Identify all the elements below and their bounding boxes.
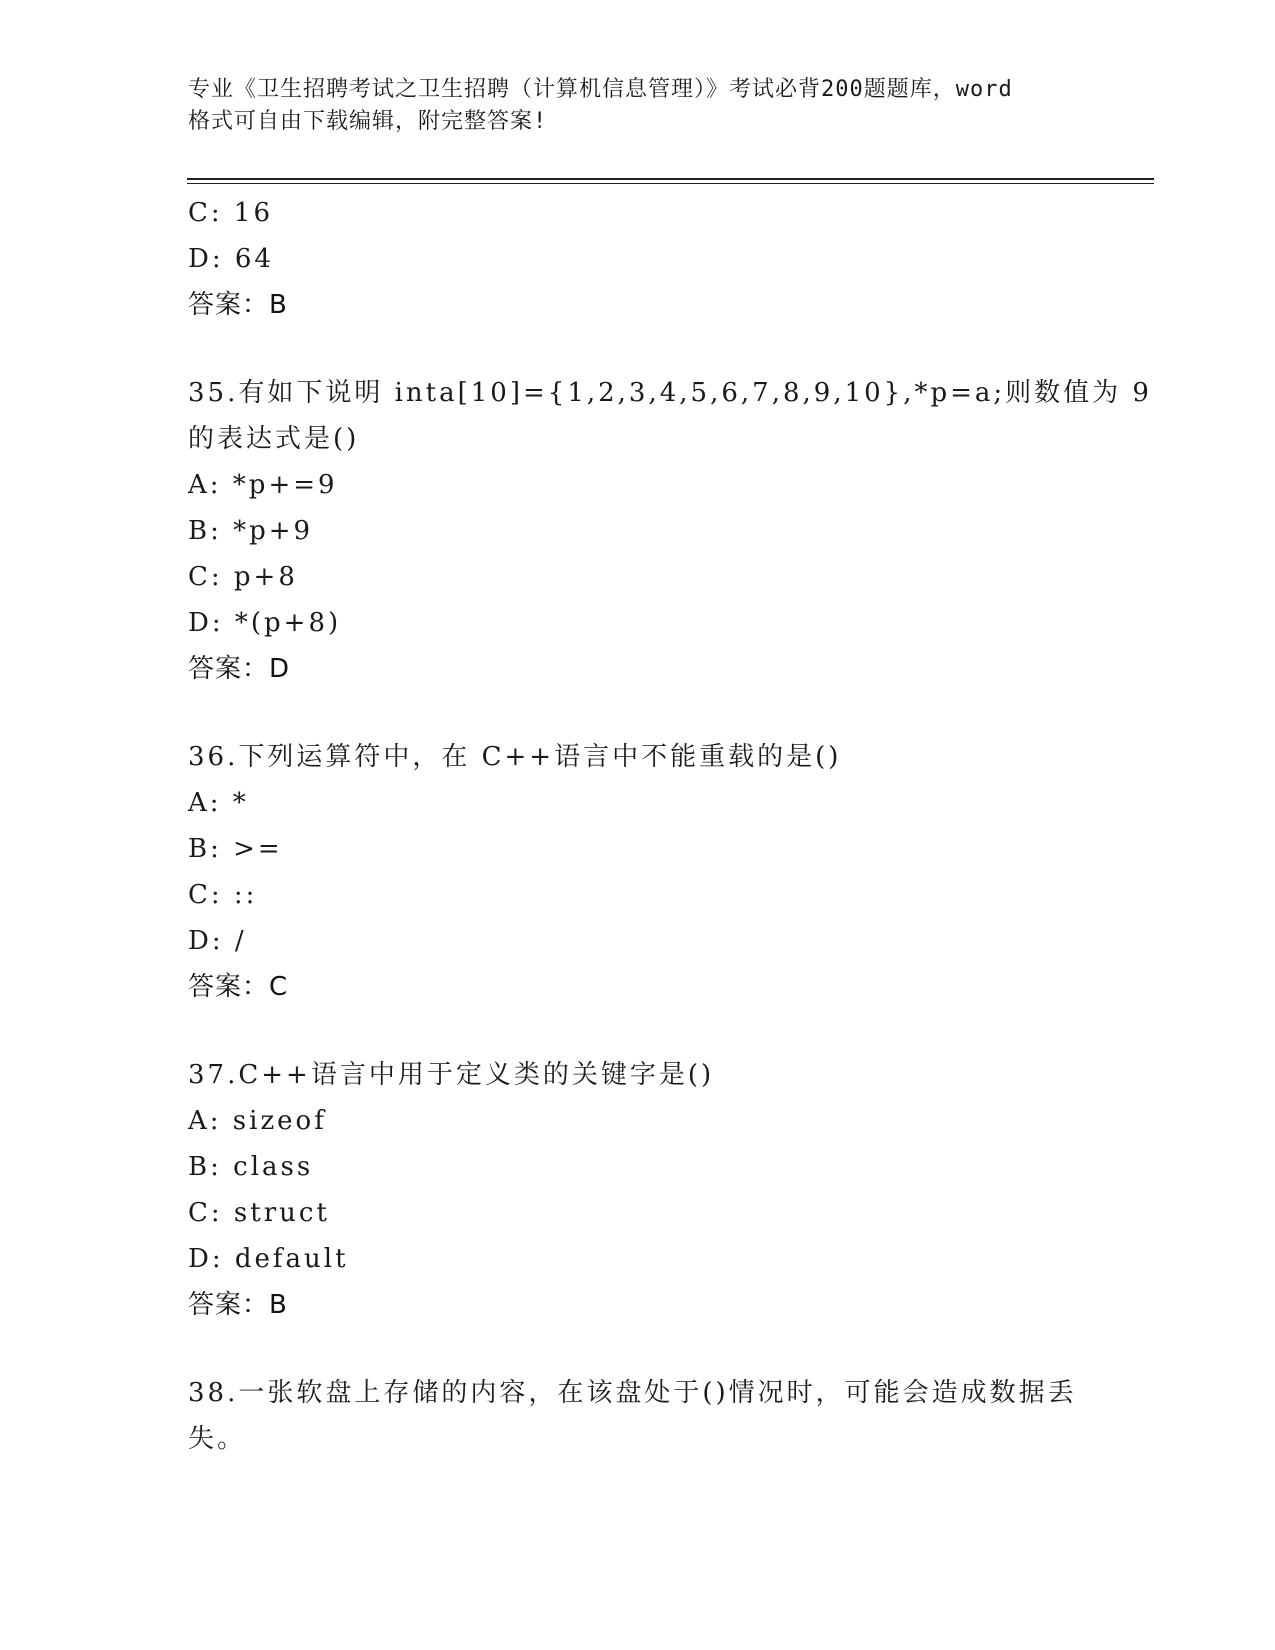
option-d: D: / [188,926,247,956]
document-header [188,74,1088,138]
question-stem: 36.下列运算符中，在 C++语言中不能重载的是() [188,742,842,772]
option-d: D: default [188,1244,349,1274]
option-b: B: >= [188,834,283,864]
header-line-1: 专业《卫生招聘考试之卫生招聘（计算机信息管理）》考试必背200题题库，word [188,77,1013,102]
option-c: C: struct [188,1198,330,1228]
answer-line: 答案：D [188,654,291,684]
header-divider [187,178,1154,180]
answer-line: 答案：B [188,1290,288,1320]
question-stem-continued: 失。 [188,1424,247,1454]
question-34-continuation [188,190,1088,328]
question-stem: 35.有如下说明 inta[10]={1,2,3,4,5,6,7,8,9,10},*p=a;则数值为 9 [188,378,1152,408]
question-35 [188,370,1152,692]
header-line-2: 格式可自由下载编辑，附完整答案! [188,109,548,134]
question-list [188,190,1152,1462]
option-d: D: 64 [188,244,274,274]
option-a: A: sizeof [188,1106,327,1136]
answer-line: 答案：C [188,972,289,1002]
option-c: C: :: [188,880,258,910]
question-stem: 38.一张软盘上存储的内容，在该盘处于()情况时，可能会造成数据丢 [188,1378,1077,1408]
question-stem-continued: 的表达式是() [188,424,360,454]
header-divider-thin [187,183,1154,184]
option-c: C: 16 [188,198,274,228]
question-37 [188,1052,1088,1328]
spacer [188,692,1088,734]
question-stem: 37.C++语言中用于定义类的关键字是() [188,1060,715,1090]
spacer [188,328,1088,370]
question-38 [188,1370,1088,1462]
option-c: C: p+8 [188,562,298,592]
option-b: B: class [188,1152,314,1182]
option-d: D: *(p+8) [188,608,342,638]
spacer [188,1010,1088,1052]
option-a: A: * [188,788,249,818]
option-a: A: *p+=9 [188,470,338,500]
question-36 [188,734,1088,1010]
answer-line: 答案：B [188,290,288,320]
spacer [188,1328,1088,1370]
option-b: B: *p+9 [188,516,314,546]
